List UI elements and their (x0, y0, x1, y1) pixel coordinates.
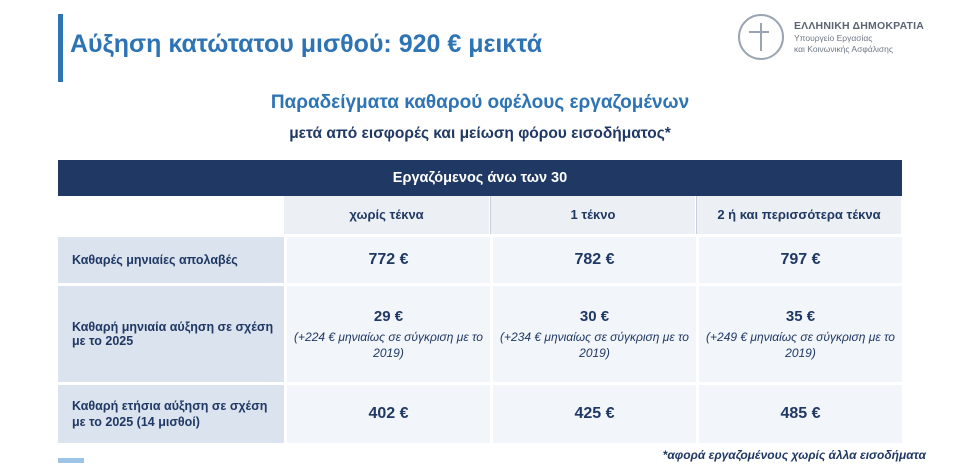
footnote: *αφορά εργαζομένους χωρίς άλλα εισοδήματα (662, 448, 926, 462)
value-main: 29 € (373, 307, 404, 325)
emblem-text (794, 20, 924, 54)
benefits-table (58, 160, 902, 443)
row-label-net-annual-increase: Καθαρή ετήσια αύξηση σε σχέση με το 2025 (14 μισθοί) (58, 385, 284, 443)
cell-monthly-increase-one-child (490, 286, 696, 382)
page-title: Αύξηση κατώτατου μισθού: 920 € μεικτά (70, 30, 543, 58)
value-main: 30 € (579, 307, 610, 325)
table-row (58, 382, 902, 443)
table-column-headers (58, 196, 902, 234)
title-accent-bar (58, 14, 63, 82)
cell-monthly-increase-two-or-more (696, 286, 902, 382)
value-note: (+249 € μηνιαίως σε σύγκριση με το 2019) (706, 329, 895, 361)
emblem-line-1: ΕΛΛΗΝΙΚΗ ΔΗΜΟΚΡΑΤΙΑ (793, 19, 924, 32)
emblem-line-3: και Κοινωνικής Ασφάλισης (793, 43, 893, 54)
cell-net-monthly-one-child: 782 € (490, 237, 696, 283)
subtitle-secondary: μετά από εισφορές και μείωση φόρου εισοδήματος* (289, 125, 671, 142)
row-label-net-monthly-increase: Καθαρή μηνιαία αύξηση σε σχέση με το 2025 (58, 286, 284, 382)
table-row (58, 283, 902, 382)
column-header-two-or-more-children: 2 ή και περισσότερα τέκνα (696, 196, 902, 234)
column-header-one-child: 1 τέκνο (490, 196, 696, 234)
cell-annual-increase-two-or-more: 485 € (696, 385, 902, 443)
value-main: 35 € (785, 307, 816, 325)
value-note: (+234 € μηνιαίως σε σύγκριση με το 2019) (500, 329, 689, 361)
column-header-no-children: χωρίς τέκνα (284, 196, 490, 234)
greek-republic-seal-icon (738, 14, 784, 60)
subtitle-primary: Παραδείγματα καθαρού οφέλους εργαζομένων (270, 92, 690, 113)
cell-annual-increase-one-child: 425 € (490, 385, 696, 443)
row-label-net-monthly-earnings: Καθαρές μηνιαίες απολαβές (58, 237, 284, 283)
table-row (58, 234, 902, 283)
value-note: (+224 € μηνιαίως σε σύγκριση με το 2019) (294, 329, 483, 361)
column-header-spacer (58, 196, 284, 234)
cell-net-monthly-two-or-more: 797 € (696, 237, 902, 283)
emblem-line-2: Υπουργείο Εργασίας (793, 32, 873, 43)
cell-net-monthly-no-children: 772 € (284, 237, 490, 283)
ministry-emblem (738, 14, 924, 60)
footer-accent-bar (58, 458, 84, 463)
cell-monthly-increase-no-children (284, 286, 490, 382)
cell-annual-increase-no-children: 402 € (284, 385, 490, 443)
table-band-title: Εργαζόμενος άνω των 30 (58, 160, 902, 196)
